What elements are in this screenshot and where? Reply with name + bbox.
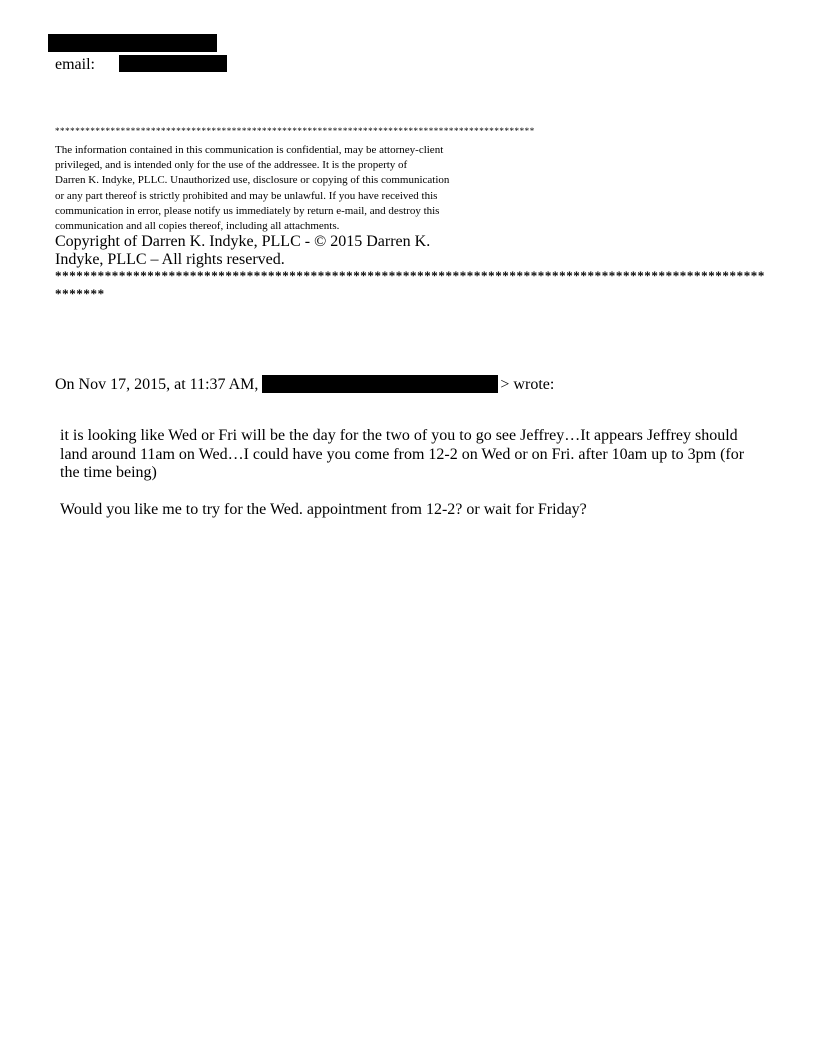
disclaimer-line: privileged, and is intended only for the use of the addressee. It is the property of xyxy=(55,159,408,172)
separator-top: *********************************************************************************************** xyxy=(55,126,535,136)
disclaimer-line: Darren K. Indyke, PLLC. Unauthorized use, disclosure or copying of this communication xyxy=(55,174,450,187)
quoted-message-body xyxy=(60,427,760,538)
quoted-intro-prefix: On Nov 17, 2015, at 11:37 AM, xyxy=(55,376,259,393)
disclaimer-line: communication and all copies thereof, including all attachments. xyxy=(55,220,340,233)
redacted-name-block xyxy=(48,34,217,52)
message-paragraph: it is looking like Wed or Fri will be the day for the two of you to go see Jeffrey…It appears Jeffrey should land around 11am on Wed…I could have you come from 12-2 on Wed or on Fri. after 10am up to 3pm (for the time being) xyxy=(60,427,745,481)
copyright-line: Copyright of Darren K. Indyke, PLLC - © 2015 Darren K. xyxy=(55,233,431,250)
separator-bottom: **************************************************************************************************** xyxy=(55,268,765,283)
copyright-line: Indyke, PLLC – All rights reserved. xyxy=(55,251,285,268)
email-label: email: xyxy=(55,56,95,73)
separator-bottom-continued: ******* xyxy=(55,286,105,301)
redacted-sender-block xyxy=(262,375,498,393)
copyright-notice xyxy=(55,233,430,269)
disclaimer-text xyxy=(55,143,525,234)
disclaimer-line: communication in error, please notify us immediately by return e-mail, and destroy this xyxy=(55,204,440,217)
quoted-intro-suffix: > wrote: xyxy=(500,376,555,393)
disclaimer-line: The information contained in this communication is confidential, may be attorney-client xyxy=(55,144,444,156)
redacted-email-block xyxy=(119,55,227,72)
message-paragraph: Would you like me to try for the Wed. appointment from 12-2? or wait for Friday? xyxy=(60,501,587,518)
disclaimer-line: or any part thereof is strictly prohibited and may be unlawful. If you have received this xyxy=(55,189,438,202)
